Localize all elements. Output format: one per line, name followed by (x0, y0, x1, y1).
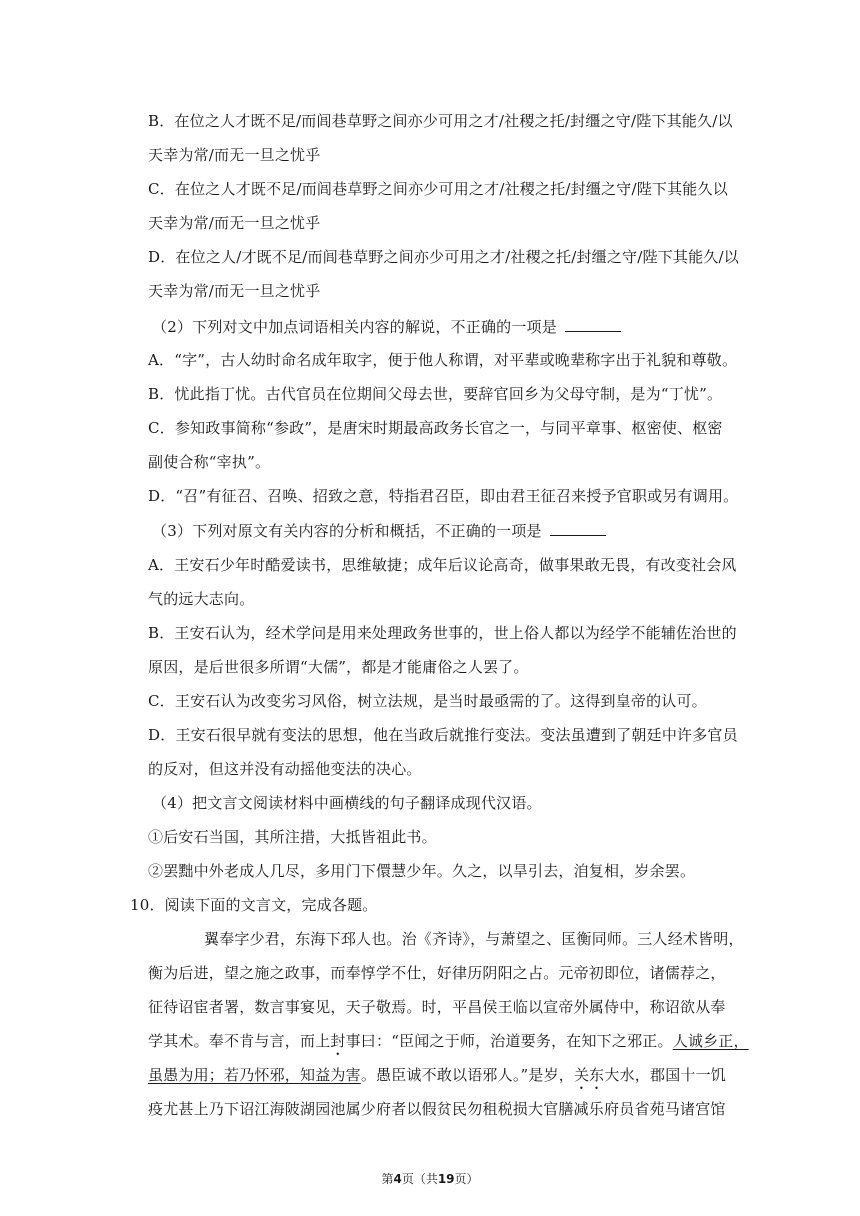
sub-question-3: （3）下列对原文有关内容的分析和概括，不正确的一项是 (152, 520, 606, 541)
sub3-option-c: C．王安石认为改变劣习风俗，树立法规，是当时最亟需的了。这得到皇帝的认可。 (148, 692, 707, 710)
option-d-line-2: 天幸为常/而无一旦之忧乎 (148, 282, 321, 300)
sub3-option-b-line-1: B．王安石认为，经术学问是用来处理政务世事的，世上俗人都以为经学不能辅佐治世的 (148, 624, 737, 642)
sub3-option-a-line-2: 气的远大志向。 (148, 590, 255, 608)
passage-line-4: 学其术。奉不肯与言，而上封事曰：“臣闻之于师，治道要务，在知下之邪正。人诚乡正， (148, 1032, 749, 1050)
translation-sentence-2: ②罢黜中外老成人几尽，多用门下儇慧少年。久之，以旱引去，洎复相，岁余罢。 (148, 862, 696, 880)
answer-blank[interactable] (550, 520, 606, 536)
question-10-heading: 10．阅读下面的文言文，完成各题。 (130, 896, 378, 914)
passage-line-6: 疫尤甚上乃下诏江海陂湖园池属少府者以假贫民勿租税损大官膳减乐府员省苑马诸宫馆 (148, 1100, 726, 1118)
underlined-sentence: 虽愚为用；若乃怀邪，知益为害 (148, 1066, 361, 1084)
sub2-option-b: B．忧此指丁忧。古代官员在位期间父母去世，要辞官回乡为父母守制，是为“丁忧”。 (148, 385, 723, 403)
sub3-option-a-line-1: A．王安石少年时酷爱读书，思维敏捷；成年后议论高奇，做事果敢无畏，有改变社会风 (148, 556, 737, 574)
sub2-option-a: A．“字”，古人幼时命名成年取字，便于他人称谓，对平辈或晚辈称字出于礼貌和尊敬。 (148, 351, 738, 369)
sub2-option-c-line-1: C．参知政事简称“参政”，是唐宋时期最高政务长官之一，与同平章事、枢密使、枢密 (148, 419, 723, 437)
dotted-word: 封 (330, 1032, 346, 1050)
sub-question-4: （4）把文言文阅读材料中画横线的句子翻译成现代汉语。 (152, 794, 542, 812)
sub2-option-c-line-2: 副使合称“宰执”。 (148, 453, 271, 471)
sub3-option-d-line-1: D．王安石很早就有变法的思想，他在当政后就推行变法。变法虽遭到了朝廷中许多官员 (148, 726, 738, 744)
page-footer: 第4页（共19页） (381, 1172, 479, 1186)
passage-line-5: 虽愚为用；若乃怀邪，知益为害。愚臣诚不敢以语邪人。”是岁，关东大水，郡国十一饥 (148, 1066, 726, 1084)
passage-line-2: 衡为后进，望之施之政事，而奉惇学不仕，好律历阴阳之占。元帝初即位，诸儒荐之， (148, 964, 726, 982)
underlined-sentence: 人诚乡正， (672, 1032, 749, 1050)
passage-line-1: 翼奉字少君，东海下邳人也。治《齐诗》，与萧望之、匡衡同师。三人经术皆明， (204, 930, 744, 948)
passage-line-3: 征待诏宦者署，数言事宴见，天子敬焉。时，平昌侯王临以宣帝外属侍中，称诏欲从奉 (148, 998, 726, 1016)
translation-sentence-1: ①后安石当国，其所注措，大抵皆祖此书。 (148, 828, 437, 846)
option-d-line-1: D．在位之人/才既不足/而闾巷草野之间亦少可用之才/社稷之托/封缰之守/陛下其能久/以 (148, 248, 739, 266)
dotted-word: 关东 (573, 1066, 605, 1084)
option-c-line-2: 天幸为常/而无一旦之忧乎 (148, 214, 321, 232)
sub-question-2: （2）下列对文中加点词语相关内容的解说，不正确的一项是 (152, 316, 621, 337)
option-b-line-1: B．在位之人才既不足/而闾巷草野之间亦少可用之才/社稷之托/封缰之守/陛下其能久/以 (148, 112, 733, 130)
answer-blank[interactable] (565, 316, 621, 332)
sub3-option-b-line-2: 原因，是后世很多所谓“大儒”，都是才能庸俗之人罢了。 (148, 658, 529, 676)
option-c-line-1: C．在位之人才既不足/而闾巷草野之间亦少可用之才/社稷之托/封缰之守/陛下其能久以 (148, 180, 728, 198)
sub2-option-d: D．“召”有征召、召唤、招致之意，特指君召臣，即由君王征召来授予官职或另有调用。 (148, 487, 739, 505)
sub3-option-d-line-2: 的反对，但这并没有动摇他变法的决心。 (148, 760, 422, 778)
option-b-line-2: 天幸为常/而无一旦之忧乎 (148, 146, 321, 164)
